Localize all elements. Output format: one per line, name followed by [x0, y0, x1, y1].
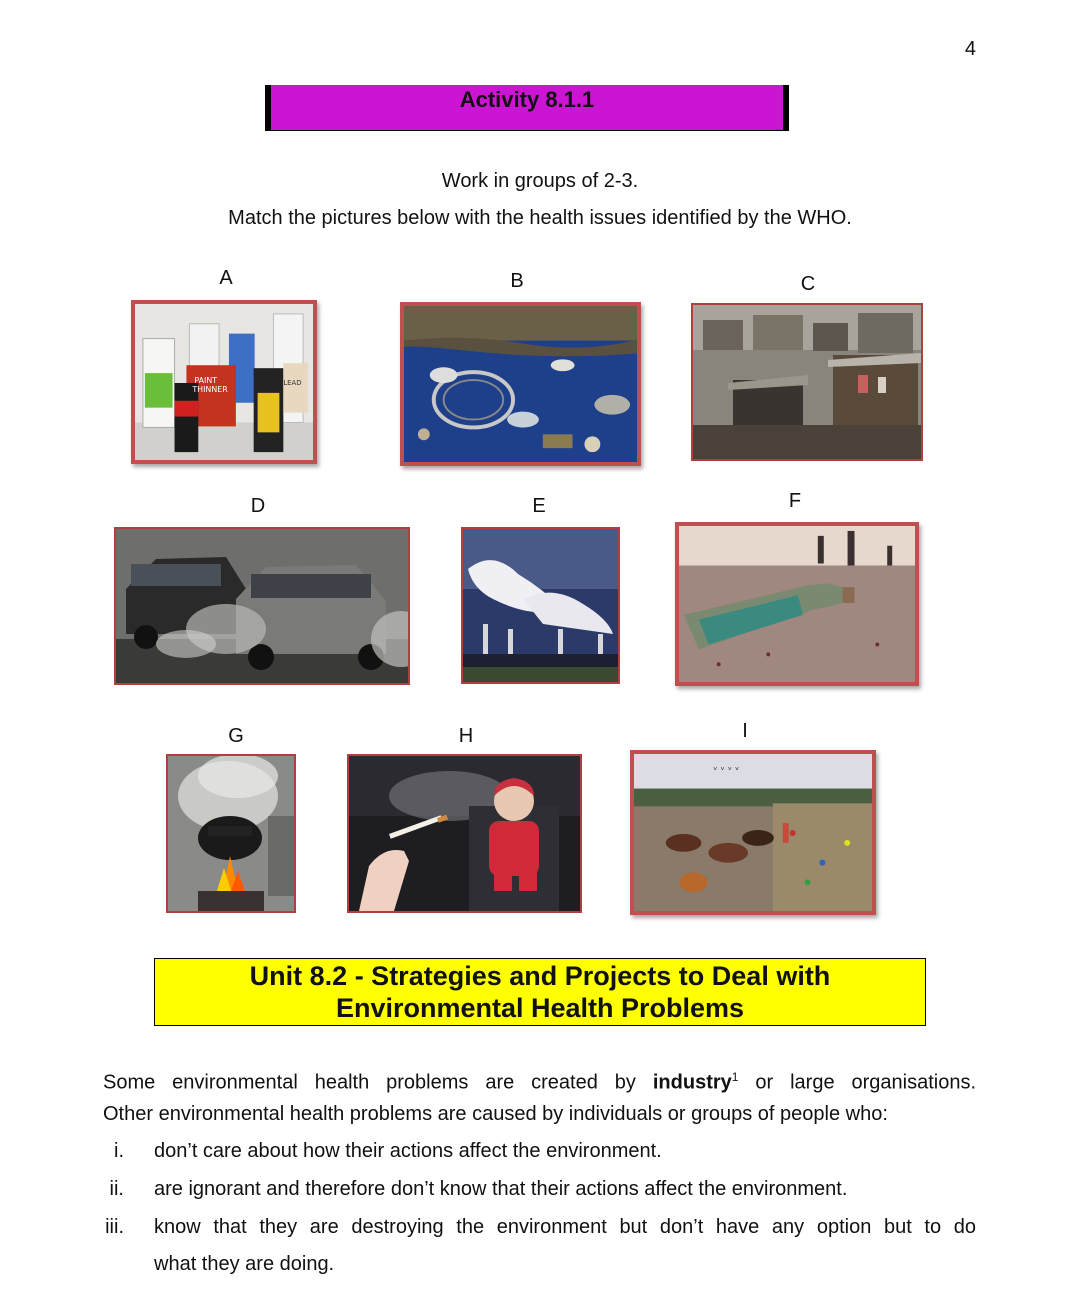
picture-g-cooking-fire: [166, 754, 296, 913]
picture-d-car-exhaust: [114, 527, 410, 685]
footnote-ref: 1: [731, 1070, 739, 1084]
unit-title-box: [154, 958, 926, 1026]
term-industry: industry: [652, 1071, 732, 1094]
picture-letter-d: D: [250, 495, 266, 517]
paragraph-individuals: Other environmental health problems are caused by individuals or groups of people who:: [103, 1103, 888, 1125]
picture-letter-g: G: [228, 725, 244, 747]
lead-label: LEAD: [283, 378, 302, 387]
picture-h-smoking-near-child: [347, 754, 582, 913]
picture-letter-h: H: [458, 725, 474, 747]
picture-letter-b: B: [510, 270, 524, 292]
list-item-3-line1: know that they are destroying the environment but don’t have any option but to do: [154, 1216, 976, 1238]
paint-thinner-label: PAINT: [194, 375, 218, 385]
picture-letter-a: A: [219, 267, 233, 289]
list-item-2: are ignorant and therefore don’t know that their actions affect the environment.: [154, 1178, 848, 1200]
picture-a-chemicals: [131, 300, 317, 464]
picture-b-water-pollution: [400, 302, 641, 466]
picture-c-informal-settlement: [691, 303, 923, 461]
page-number: 4: [964, 38, 976, 60]
picture-letter-i: I: [742, 720, 748, 742]
picture-i-rubbish-dump: [630, 750, 876, 915]
unit-title-line2: Environmental Health Problems: [335, 993, 745, 1023]
list-item-1: don’t care about how their actions affect the environment.: [154, 1140, 662, 1162]
picture-letter-e: E: [532, 495, 546, 517]
instruction-group: Work in groups of 2-3.: [441, 170, 639, 192]
picture-letter-f: F: [788, 490, 802, 512]
list-item-3-line2: what they are doing.: [154, 1253, 335, 1275]
list-num-2: ii.: [109, 1178, 124, 1200]
picture-e-factory-smoke: [461, 527, 620, 684]
list-num-3: iii.: [105, 1216, 124, 1238]
activity-title: Activity 8.1.1: [459, 87, 595, 112]
unit-title-line1: Unit 8.2 - Strategies and Projects to Deal with: [249, 961, 831, 991]
instruction-match: Match the pictures below with the health issues identified by the WHO.: [228, 207, 852, 229]
svg-text:ᵛ ᵛ ᵛ ᵛ: ᵛ ᵛ ᵛ ᵛ: [713, 765, 740, 777]
list-num-1: i.: [114, 1140, 124, 1162]
unit-title: [155, 959, 925, 1024]
picture-letter-c: C: [800, 273, 816, 295]
paragraph-industry: Some environmental health problems are created by industry$^1$ or large organisations.: [103, 1070, 977, 1094]
activity-banner: [265, 85, 789, 131]
svg-text:THINNER: THINNER: [192, 384, 228, 394]
picture-f-beach-bottle: [675, 522, 919, 686]
